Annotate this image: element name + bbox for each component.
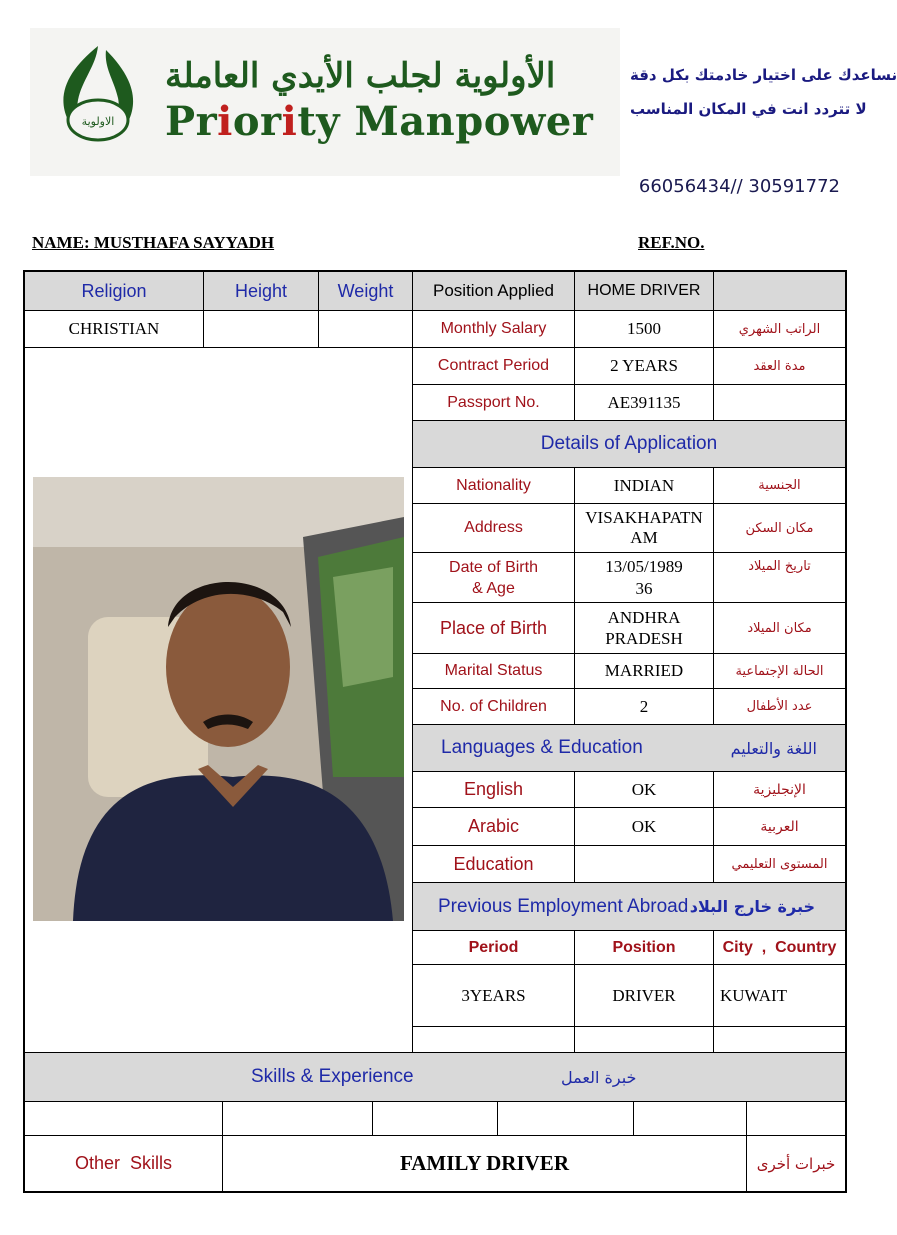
monthly-salary-label: Monthly Salary bbox=[412, 310, 575, 348]
weight-header: Weight bbox=[318, 271, 413, 311]
skills-empty-cell bbox=[372, 1101, 498, 1136]
employment-position-value: DRIVER bbox=[574, 964, 714, 1027]
skills-empty-cell bbox=[633, 1101, 747, 1136]
phone-number: 66056434// 30591772 bbox=[638, 176, 840, 197]
place-of-birth-value: ANDHRA PRADESH bbox=[574, 602, 714, 654]
education-value bbox=[574, 845, 714, 883]
other-skills-arabic: خبرات أخرى bbox=[746, 1135, 846, 1192]
previous-employment-header bbox=[412, 882, 846, 931]
reference-number: REF.NO. bbox=[638, 233, 705, 252]
other-skills-value: FAMILY DRIVER bbox=[222, 1135, 747, 1192]
position-applied-label: Position Applied bbox=[412, 271, 575, 311]
contract-period-label: Contract Period bbox=[412, 347, 575, 385]
place-of-birth-arabic: مكان الميلاد bbox=[713, 602, 846, 654]
photo-illustration bbox=[33, 477, 404, 921]
nationality-value: INDIAN bbox=[574, 467, 714, 504]
skills-empty-cell bbox=[497, 1101, 634, 1136]
passport-extra bbox=[713, 384, 846, 421]
contract-period-arabic: مدة العقد bbox=[713, 347, 846, 385]
skills-empty-cell bbox=[746, 1101, 846, 1136]
position-applied-value: HOME DRIVER bbox=[574, 271, 714, 311]
employment-city-header: City , Country bbox=[713, 930, 846, 965]
education-arabic: المستوى التعليمي bbox=[713, 845, 846, 883]
dob-arabic: تاريخ الميلاد bbox=[713, 552, 846, 603]
passport-value: AE391135 bbox=[574, 384, 714, 421]
employment-empty-cell bbox=[412, 1026, 575, 1053]
other-skills-label: Other Skills bbox=[24, 1135, 223, 1192]
logo-emblem-icon bbox=[48, 40, 148, 150]
logo-english: Priority Manpower bbox=[165, 98, 594, 145]
height-value bbox=[203, 310, 319, 348]
children-arabic: عدد الأطفال bbox=[713, 688, 846, 725]
candidate-photo bbox=[33, 477, 404, 921]
candidate-name: NAME: MUSTHAFA SAYYADH bbox=[32, 233, 275, 252]
religion-value: CHRISTIAN bbox=[24, 310, 204, 348]
previous-employment-title-arabic: خبرة خارج البلاد bbox=[689, 897, 815, 916]
address-arabic: مكان السكن bbox=[713, 503, 846, 553]
height-header: Height bbox=[203, 271, 319, 311]
arabic-label: Arabic bbox=[412, 807, 575, 846]
nationality-label: Nationality bbox=[412, 467, 575, 504]
contract-period-value: 2 YEARS bbox=[574, 347, 714, 385]
tagline-line-1: نساعدك على اختيار خادمتك بكل دقة bbox=[630, 66, 897, 84]
monthly-salary-arabic: الراتب الشهري bbox=[713, 310, 846, 348]
address-value: VISAKHAPATN AM bbox=[574, 503, 714, 553]
skills-empty-cell bbox=[222, 1101, 373, 1136]
employment-period-value: 3YEARS bbox=[412, 964, 575, 1027]
english-label: English bbox=[412, 771, 575, 808]
employment-position-header: Position bbox=[574, 930, 714, 965]
marital-status-label: Marital Status bbox=[412, 653, 575, 689]
skills-experience-header bbox=[24, 1052, 846, 1102]
languages-education-title-arabic: اللغة والتعليم bbox=[730, 738, 817, 758]
employment-empty-cell bbox=[713, 1026, 846, 1053]
languages-education-header bbox=[412, 724, 846, 772]
nationality-arabic: الجنسية bbox=[713, 467, 846, 504]
passport-label: Passport No. bbox=[412, 384, 575, 421]
employment-city-value: KUWAIT bbox=[713, 964, 846, 1027]
employment-period-header: Period bbox=[412, 930, 575, 965]
address-label: Address bbox=[412, 503, 575, 553]
arabic-value: OK bbox=[574, 807, 714, 846]
religion-header: Religion bbox=[24, 271, 204, 311]
marital-status-arabic: الحالة الإجتماعية bbox=[713, 653, 846, 689]
employment-empty-cell bbox=[574, 1026, 714, 1053]
marital-status-value: MARRIED bbox=[574, 653, 714, 689]
place-of-birth-label: Place of Birth bbox=[412, 602, 575, 654]
dob-label: Date of Birth & Age bbox=[412, 552, 575, 603]
english-value: OK bbox=[574, 771, 714, 808]
monthly-salary-value: 1500 bbox=[574, 310, 714, 348]
position-applied-extra bbox=[713, 271, 846, 311]
children-label: No. of Children bbox=[412, 688, 575, 725]
skills-experience-title: Skills & Experience bbox=[251, 1066, 414, 1087]
skills-experience-title-arabic: خبرة العمل bbox=[561, 1067, 637, 1087]
dob-value: 13/05/1989 36 bbox=[574, 552, 714, 603]
previous-employment-title: Previous Employment Abroad bbox=[438, 895, 689, 917]
languages-education-title: Languages & Education bbox=[441, 737, 643, 758]
children-value: 2 bbox=[574, 688, 714, 725]
english-arabic: الإنجليزية bbox=[713, 771, 846, 808]
arabic-arabic: العربية bbox=[713, 807, 846, 846]
skills-empty-cell bbox=[24, 1101, 223, 1136]
education-label: Education bbox=[412, 845, 575, 883]
logo-arabic: الأولوية لجلب الأيدي العاملة bbox=[165, 56, 556, 96]
details-of-application-header: Details of Application bbox=[412, 420, 846, 468]
emblem-text: الاولوية bbox=[81, 115, 115, 128]
tagline-line-2: لا تتردد انت في المكان المناسب bbox=[630, 100, 867, 118]
weight-value bbox=[318, 310, 413, 348]
